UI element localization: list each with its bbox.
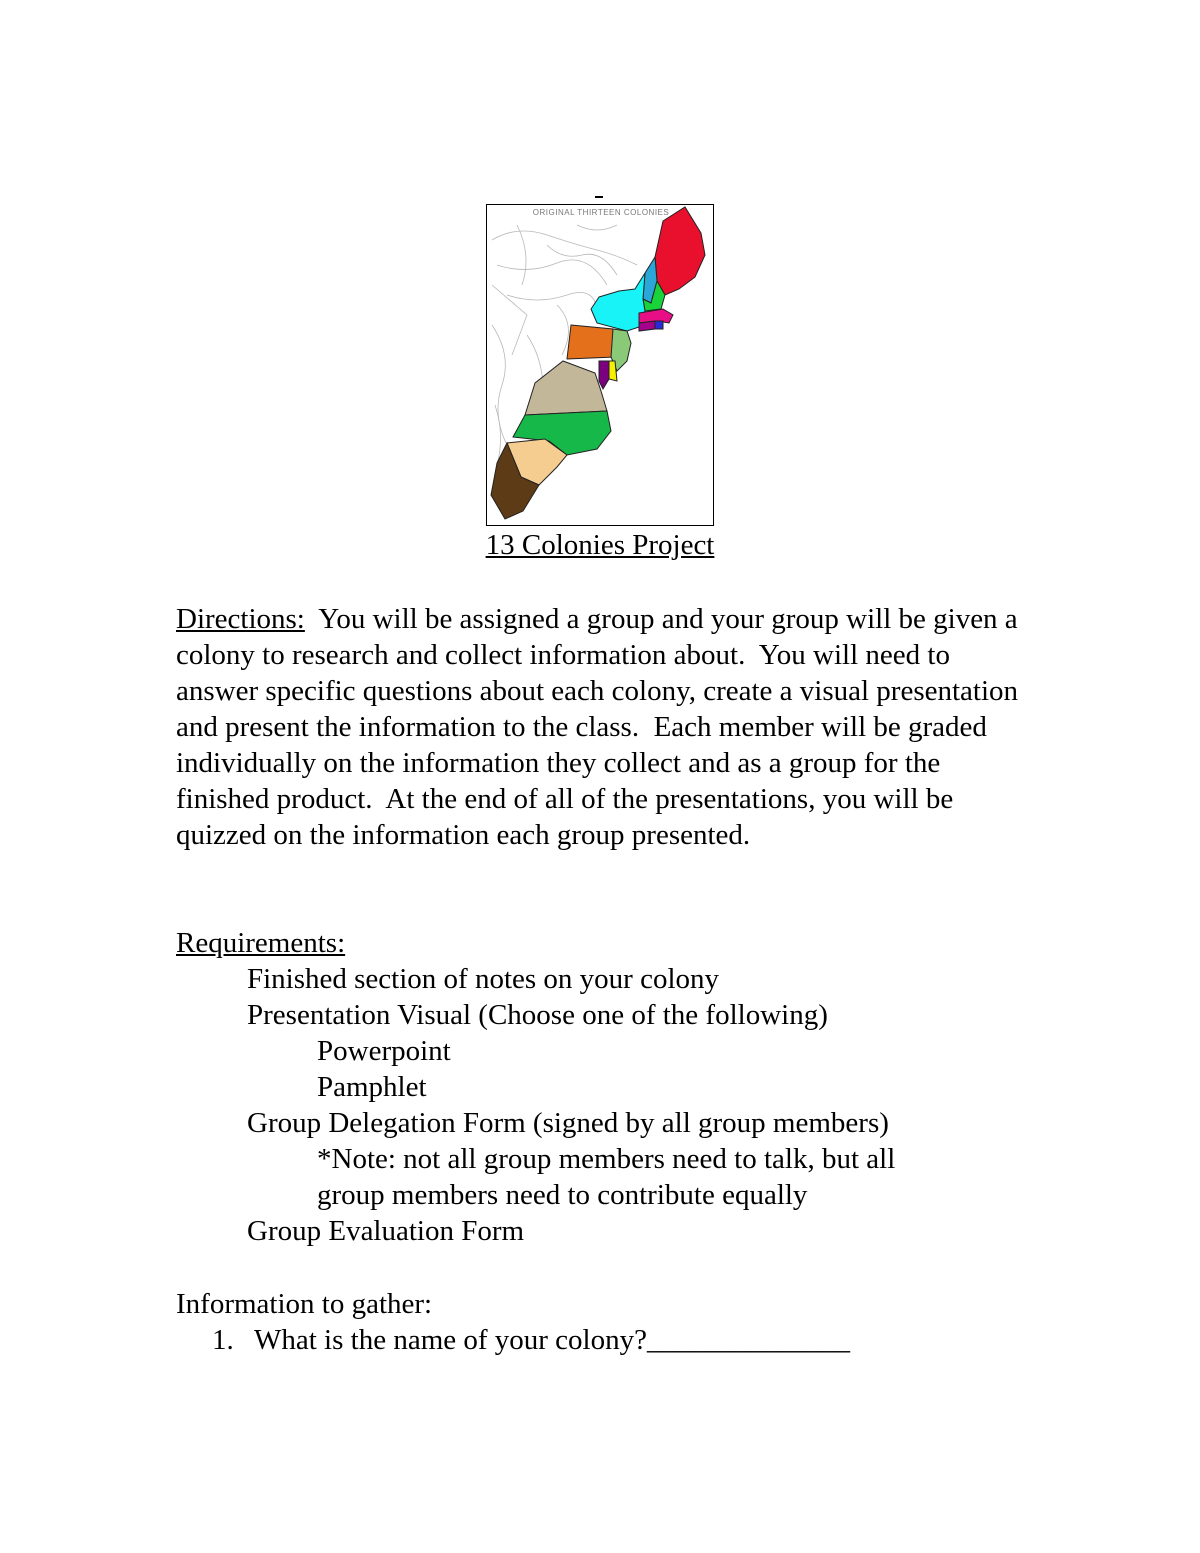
- requirement-subitem: Powerpoint: [317, 1035, 451, 1067]
- delaware-shape: [609, 361, 617, 381]
- connecticut-shape: [639, 321, 655, 331]
- question-number: 1.: [212, 1324, 234, 1356]
- requirement-note: group members need to contribute equally: [317, 1179, 808, 1211]
- information-heading: Information to gather:: [176, 1288, 433, 1320]
- colony-shapes: [491, 207, 705, 519]
- page-title: 13 Colonies Project: [485, 529, 715, 561]
- pennsylvania-shape: [567, 325, 615, 359]
- rhode-island-shape: [655, 321, 663, 329]
- requirements-heading: Requirements:: [176, 927, 346, 959]
- maryland-shape: [599, 361, 609, 389]
- map-svg: [487, 205, 714, 526]
- map-caption: ORIGINAL THIRTEEN COLONIES: [532, 208, 670, 217]
- requirement-item: Group Delegation Form (signed by all group members): [247, 1107, 889, 1139]
- new-york-shape: [591, 273, 645, 331]
- requirement-item: Presentation Visual (Choose one of the following): [247, 999, 828, 1031]
- question-text: What is the name of your colony?______________: [254, 1324, 850, 1356]
- virginia-shape: [525, 361, 607, 415]
- decorative-dash: [595, 196, 603, 198]
- directions-text: You will be assigned a group and your group will be given a colony to research and collect information about. You will need to answer specific questions about each colony, create a visual presentation and present the information to the class. Each member will be graded individually on the information they collect and as a group for the finished product. At the end of all of the presentations, you will be quizzed on the information each group presented.: [176, 603, 1026, 851]
- question-item[interactable]: [212, 1322, 850, 1358]
- requirement-subitem: Pamphlet: [317, 1071, 427, 1103]
- directions-paragraph: [176, 601, 1026, 853]
- directions-label: Directions:: [176, 603, 305, 635]
- requirement-note: *Note: not all group members need to talk, but all: [317, 1143, 896, 1175]
- maine-shape: [655, 207, 705, 295]
- requirement-item: Group Evaluation Form: [247, 1215, 525, 1247]
- requirement-item: Finished section of notes on your colony: [247, 963, 720, 995]
- thirteen-colonies-map: [486, 204, 714, 526]
